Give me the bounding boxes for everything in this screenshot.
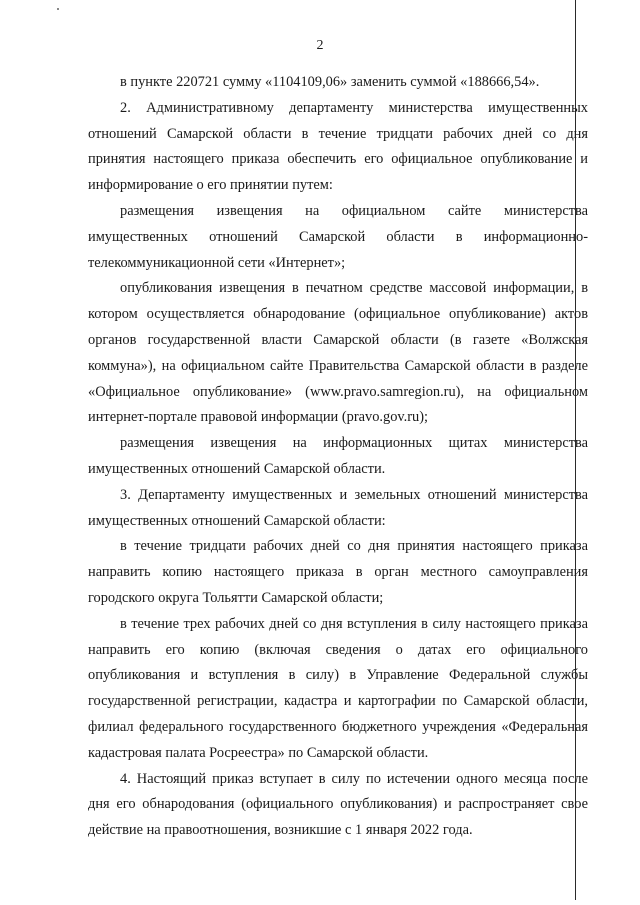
paragraph-print-publication: опубликования извещения в печатном средстве массовой информации, в котором осуществляется обнародование (официальное опубликование) актов органов государственной власти Самарской области (в газете «Волжская коммуна»), на официальном сайте Правительства Самарской области в разделе «Официальное опубликование» (www.pravo.samregion.ru), на официальном интернет-портале правовой информации (pravo.gov.ru); [88, 280, 588, 426]
paragraph-send-to-municipality: в течение тридцати рабочих дней со дня принятия настоящего приказа направить копию настоящего приказа в орган местного самоуправления городского округа Тольятти Самарской области; [88, 538, 588, 606]
page-number: 2 [316, 38, 324, 53]
paragraph-send-to-rosreestr: в течение трех рабочих дней со дня вступления в силу настоящего приказа направить его копию (включая сведения о датах его официального опубликования и вступления в силу) в Управление Федеральной службы государственной регистрации, кадастра и картографии по Самарской области, филиал федерального государственного бюджетного учреждения «Федеральная кадастровая палата Росреестра» по Самарской области. [88, 615, 588, 761]
paragraph-item-2: 2. Административному департаменту министерства имущественных отношений Самарской области в течение тридцати рабочих дней со дня принятия настоящего приказа обеспечить его официальное опубликование и информирование о его принятии путем: [88, 99, 588, 194]
paragraph-item-3: 3. Департаменту имущественных и земельных отношений министерства имущественных отношений Самарской области: [88, 486, 588, 529]
paragraph-amendment: в пункте 220721 сумму «1104109,06» заменить суммой «188666,54». [120, 74, 540, 90]
paragraph-item-4: 4. Настоящий приказ вступает в силу по истечении одного месяца после дня его обнародования (официального опубликования) и распространяет свое действие на правоотношения, возникшие с 1 января 2022 года. [88, 770, 588, 839]
paragraph-website-posting: размещения извещения на официальном сайте министерства имущественных отношений Самарской области в информационно-телекоммуникационной сети «Интернет»; [88, 202, 588, 271]
paragraph-board-posting: размещения извещения на информационных щитах министерства имущественных отношений Самарской области. [88, 435, 588, 477]
scan-artifact-dot [57, 8, 59, 10]
document-body [88, 70, 588, 844]
